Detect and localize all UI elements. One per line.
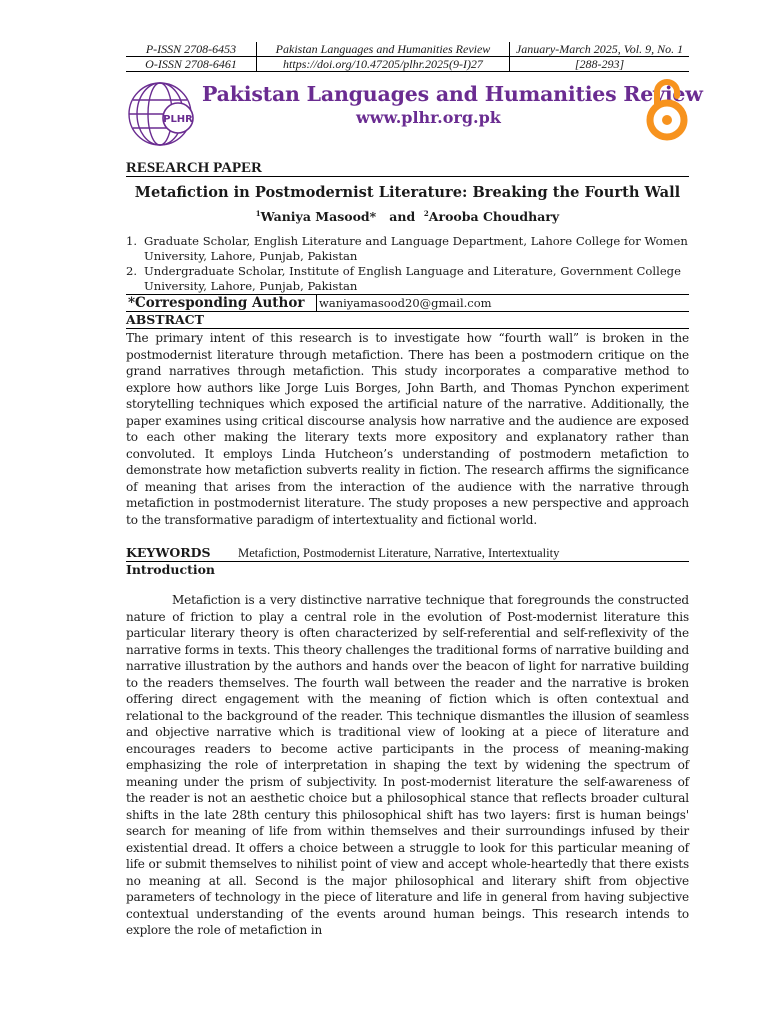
keywords-heading: KEYWORDS bbox=[126, 545, 211, 561]
introduction-text: Metafiction is a very distinctive narrative technique that foregrounds the constructed nature of friction to play a central role in the evolution of Post-modernist literature this particular literary theory is often characterized by self-referential and self-reflexivity of the narrative forms in texts. This theory challenges the traditional forms of narrative building and narrative illustration by the authors and hands over the beacon of light for narrative building to the readers themselves. The fourth wall between the reader and the narrative is broken offering direct engagement with the meaning of fiction which is often contextual and relational to the background of the reader. This technique dismantles the illusion of seamless and objective narrative which is traditional view of looking at a piece of literature and encourages readers to become active participants in the process of meaning-making emphasizing the role of interpretation in shaping the text by widening the spectrum of meaning under the prism of subjectivity. In post-modernist literature the self-awareness of the reader is not an aesthetic choice but a philosophical stance that reflects broader cultural shifts in the late 28th century this philosophical shift has two layers: first is human beings' search for meaning of life from within themselves and their surroundings infused by their existential dread. It offers a choice between a struggle to look for this particular meaning of life or submit themselves to nihilist point of view and accept whole-heartedly that there exists no meaning at all. Second is the major philosophical and literary shift from objective parameters of technology in the piece of literature and life in general from having subjective contextual understanding of the events around human beings. This research intends to explore the role of metafiction in bbox=[126, 593, 689, 938]
keywords-text: Metafiction, Postmodernist Literature, Narrative, Intertextuality bbox=[238, 546, 560, 561]
corresponding-author-label: *Corresponding Author bbox=[126, 295, 317, 312]
author1-name: Waniya Masood* bbox=[260, 209, 377, 225]
logo-text: PLHR bbox=[163, 114, 193, 125]
journal-header-name: Pakistan Languages and Humanities Review bbox=[257, 42, 510, 57]
issue-info: January-March 2025, Vol. 9, No. 1 bbox=[510, 42, 690, 57]
plhr-globe-logo-icon bbox=[126, 78, 198, 150]
o-issn: O-ISSN 2708-6461 bbox=[126, 57, 257, 72]
affiliation-text: Undergraduate Scholar, Institute of English Language and Literature, Government College University, Lahore, Punjab, Pakistan bbox=[144, 264, 681, 294]
journal-header-table bbox=[126, 42, 689, 72]
paper-title: Metafiction in Postmodernist Literature: Breaking the Fourth Wall bbox=[134, 184, 681, 201]
journal-name-heading: Pakistan Languages and Humanities Review bbox=[202, 82, 703, 106]
keywords-row bbox=[126, 545, 689, 562]
author2-superscript: 2 bbox=[423, 209, 429, 218]
journal-url-link[interactable]: www.plhr.org.pk bbox=[356, 108, 501, 127]
p-issn: P-ISSN 2708-6453 bbox=[126, 42, 257, 57]
page-range: [288-293] bbox=[510, 57, 690, 72]
affiliation-item bbox=[126, 264, 689, 294]
author-line bbox=[126, 209, 689, 224]
affiliation-item bbox=[126, 234, 689, 264]
abstract-text: The primary intent of this research is to investigate how “fourth wall” is broken in the postmodernist literature through metafiction. There has been a postmodern critique on the grand narratives through metafiction. This study incorporates a comparative method to explore how authors like Jorge Luis Borges, John Barth, and Thomas Pynchon experiment storytelling techniques which exposed the artificial nature of the narrative. Additionally, the paper examines using critical discourse analysis how narrative and the audience are exposed to each other making the literary texts more expository and explanatory rather than convoluted. It employs Linda Hutcheon’s understanding of postmodern metafiction to demonstrate how metafiction subverts reality in fiction. The research affirms the significance of meaning that arises from the interaction of the audience with the narrative through metafiction in postmodernist literature. The study proposes a new perspective and approach to the transformative paradigm of intertextuality and fictional world. bbox=[126, 331, 689, 527]
author1-superscript: 1 bbox=[255, 209, 261, 218]
author2-name: Arooba Choudhary bbox=[428, 209, 560, 225]
paper-type-label: RESEARCH PAPER bbox=[126, 160, 689, 177]
affiliation-number: 1. bbox=[126, 234, 138, 249]
corresponding-author-table bbox=[126, 294, 689, 312]
introduction-heading: Introduction bbox=[126, 562, 216, 578]
affiliation-text: Graduate Scholar, English Literature and Language Department, Lahore College for Women University, Lahore, Punjab, Pakistan bbox=[144, 234, 688, 264]
affiliation-list bbox=[126, 234, 689, 294]
journal-banner bbox=[126, 76, 703, 156]
author-conjunction: and bbox=[389, 209, 416, 225]
open-access-lock-icon bbox=[646, 76, 688, 142]
doi-link[interactable]: https://doi.org/10.47205/plhr.2025(9-I)27 bbox=[257, 57, 510, 72]
corresponding-email[interactable]: waniyamasood20@gmail.com bbox=[317, 295, 690, 312]
abstract-heading: ABSTRACT bbox=[126, 312, 689, 329]
article-page bbox=[126, 42, 703, 939]
affiliation-number: 2. bbox=[126, 264, 138, 279]
